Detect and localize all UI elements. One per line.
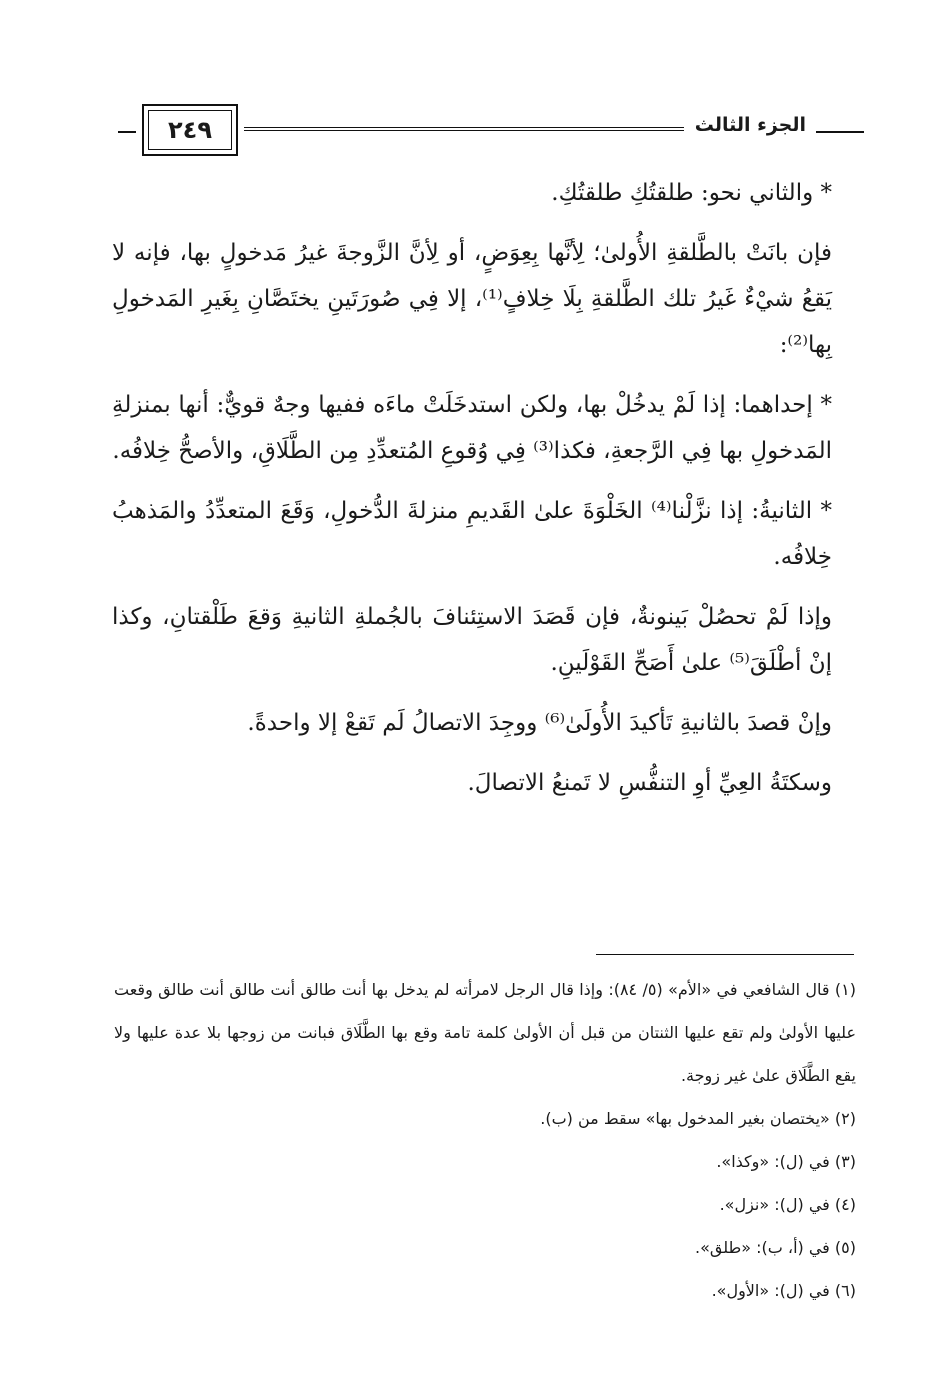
footnote: (٥) في (أ، ب): «طلق». [695,1238,856,1257]
footnote: (٢) «يختصان بغير المدخول بها» سقط من (ب). [540,1109,856,1128]
paragraph: وسكتَةُ العِيِّ أوِ التنفُّسِ لا تَمنعُ الاتصالَ. [467,770,832,796]
paragraph: * والثاني نحو: طلقتُكِ طلقتُكِ. [551,180,832,206]
footnote: (٦) في (ل): «الأول». [711,1281,856,1300]
paragraph: * الثانيةُ: إذا نزَّلْنا⁽⁴⁾ الخَلْوَةَ علىٰ القَديمِ منزلةَ الدُّخولِ، وَقَعَ المتعدِّدُ والمَذهبُ خِلافُه. [112,498,832,570]
paragraph: وإذا لَمْ تحصُلْ بَينونةٌ، فإن قَصَدَ الاستِئنافَ بالجُملةِ الثانيةِ وَقعَ طَلْقتانِ، وكذا إنْ أطْلَقَ⁽⁵⁾ علىٰ أَصَحِّ القَوْلَينِ. [112,604,832,676]
header-rule-double [244,127,684,131]
header-rule-right [816,131,864,133]
footnote: (٣) في (ل): «وكذا». [716,1152,856,1171]
footnote: (٤) في (ل): «نزل». [719,1195,856,1214]
paragraph: فإن بانَتْ بالطَّلقةِ الأُولىٰ؛ لِأنَّها بِعِوَضٍ، أو لِأنَّ الزَّوجةَ غيرُ مَدخولٍ بها، فإنه لا يَقعُ شيْءٌ غَيرُ تلك الطَّلقةِ بِلَا خِلافٍ⁽¹⁾، إلا فِي صُورَتَينِ يختَصَّانِ بِغَيرِ المَدخولِ بِها⁽²⁾: [112,240,832,358]
part-title: الجزء الثالث [694,114,806,136]
page-number: ٢٤٩ [148,110,232,150]
header-rule-left [118,131,136,133]
footnote: (١) قال الشافعي في «الأم» (٥/ ٨٤): وإذا قال الرجل لامرأته لم يدخل بها أنت طالق أنت طالق أنت طالق وقعت عليها الأولىٰ ولم تقع عليها الثنتان من قبل أن الأولىٰ كلمة تامة وقع بها الطَّلَاق فبانت من زوجها بلا عدة عليها ولا يقع الطَّلَاق علىٰ غير زوجة. [114,980,856,1085]
page-number-frame [142,104,238,156]
main-text [112,170,832,820]
page-header [118,100,864,164]
paragraph: * إحداهما: إذا لَمْ يدخُلْ بها، ولكن استدخَلَتْ ماءَه ففيها وجهٌ قويٌّ: أنها بمنزلةِ المَدخولِ بها فِي الرَّجعةِ، فكذا⁽³⁾ فِي وُقوعِ المُتعدِّدِ مِن الطَّلَاقِ، والأصحُّ خِلافُه. [112,392,832,464]
footnote-separator [596,954,854,955]
paragraph: وإنْ قصدَ بالثانيةِ تَأكيدَ الأُولَىٰ⁽⁶⁾ ووجِدَ الاتصالُ لَم تَقعْ إلا واحدةً. [247,710,832,736]
footnotes [114,968,856,1312]
